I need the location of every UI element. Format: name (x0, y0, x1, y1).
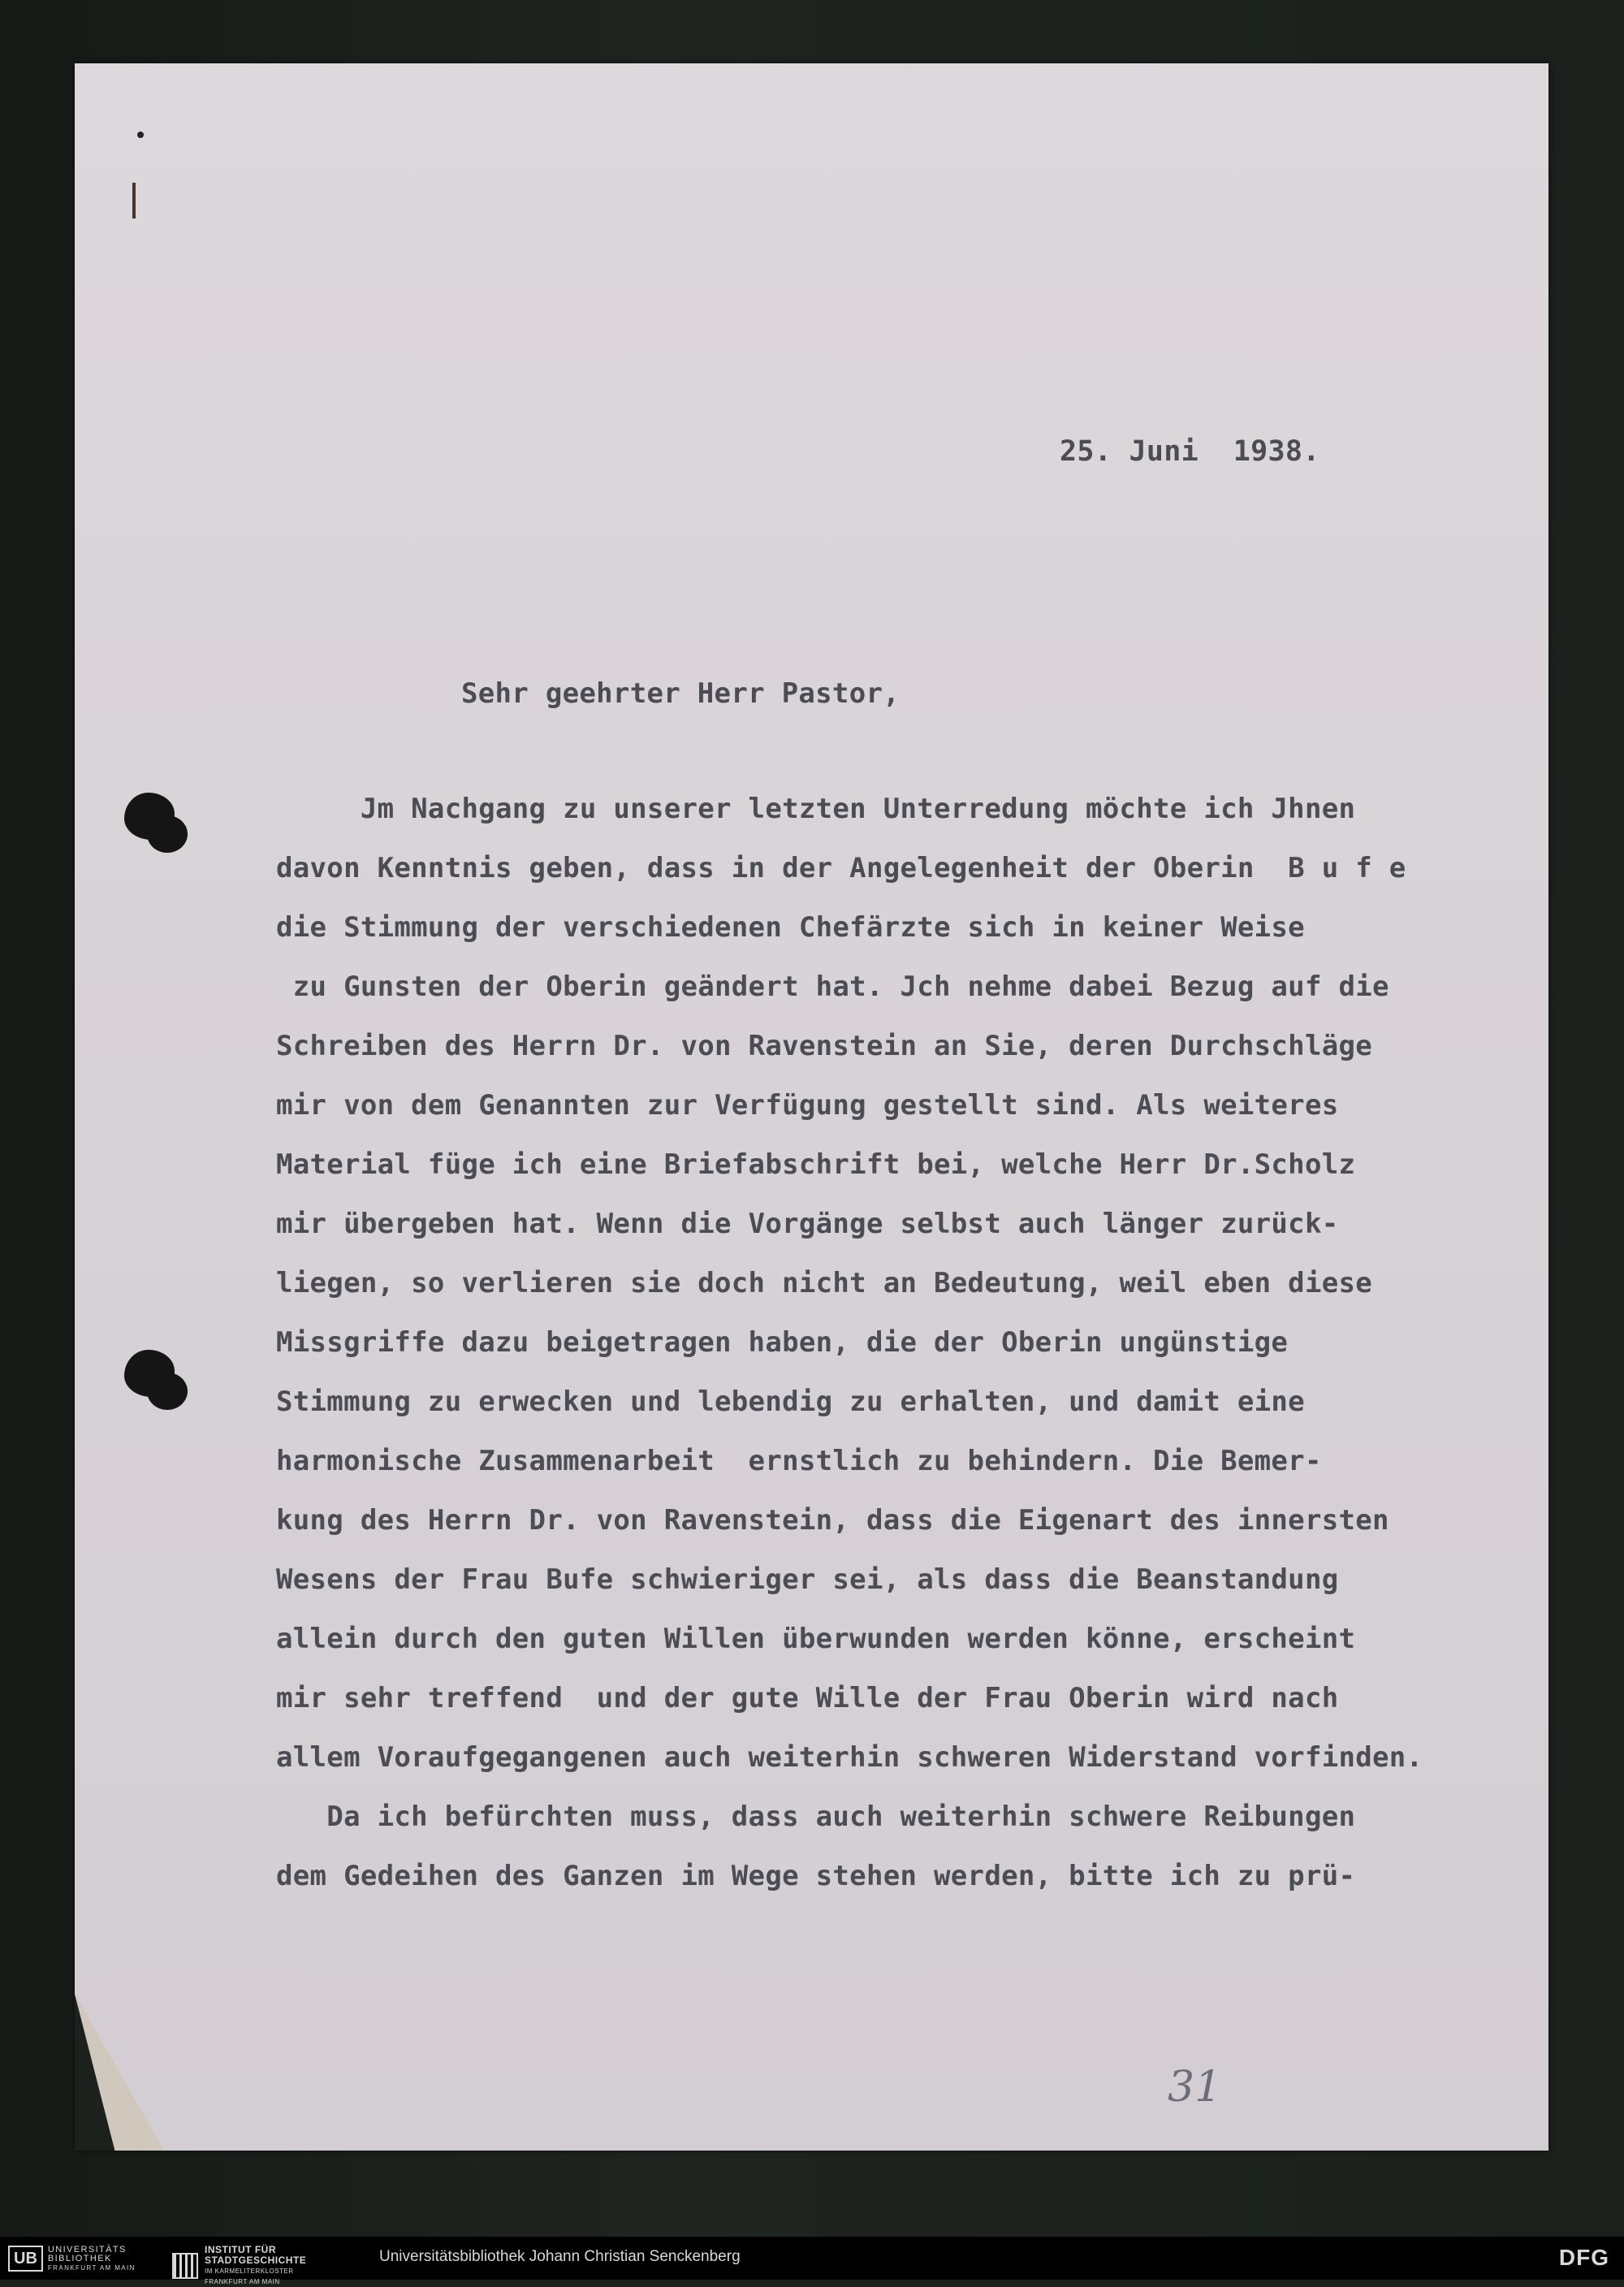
ifs-line: INSTITUT FÜR (205, 2244, 276, 2255)
body-line: Wesens der Frau Bufe schwieriger sei, als dass die Beanstandung (276, 1563, 1339, 1596)
body-line: Jm Nachgang zu unserer letzten Unterredung möchte ich Jhnen (276, 793, 1356, 825)
ifs-text (205, 2245, 306, 2287)
letter-date: 25. Juni 1938. (1060, 435, 1320, 468)
ub-logo[interactable] (8, 2246, 136, 2272)
body-line: Missgriffe dazu beigetragen haben, die der Oberin ungünstige (276, 1326, 1289, 1359)
body-line: mir von dem Genannten zur Verfügung gestellt sind. Als weiteres (276, 1089, 1339, 1122)
letter-salutation: Sehr geehrter Herr Pastor, (461, 677, 901, 710)
ub-line: UNIVERSITÄTS (47, 2244, 127, 2255)
body-line: harmonische Zusammenarbeit ernstlich zu behindern. Die Bemer- (276, 1445, 1322, 1477)
ub-line: FRANKFURT AM MAIN (47, 2263, 136, 2272)
body-line: dem Gedeihen des Ganzen im Wege stehen werden, bitte ich zu prü- (276, 1860, 1356, 1892)
body-line: kung des Herrn Dr. von Ravenstein, dass die Eigenart des innersten (276, 1504, 1389, 1537)
ub-line: BIBLIOTHEK (47, 2253, 112, 2263)
dfg-logo[interactable]: DFG (1558, 2245, 1609, 2270)
body-line: mir übergeben hat. Wenn die Vorgänge selbst auch länger zurück- (276, 1208, 1339, 1240)
library-name[interactable]: Universitätsbibliothek Johann Christian Senckenberg (379, 2248, 741, 2265)
body-line: allem Voraufgegangenen auch weiterhin schweren Widerstand vorfinden. (276, 1741, 1423, 1774)
footer-bar (0, 2237, 1624, 2285)
ifs-line: STADTGESCHICHTE (205, 2255, 307, 2266)
body-line: davon Kenntnis geben, dass in der Angelegenheit der Oberin B u f e (276, 852, 1406, 884)
body-line: Schreiben des Herrn Dr. von Ravenstein an Sie, deren Durchschläge (276, 1030, 1373, 1062)
ifs-logo[interactable] (172, 2245, 306, 2287)
body-line: Material füge ich eine Briefabschrift bei, welche Herr Dr.Scholz (276, 1148, 1356, 1181)
body-line: Da ich befürchten muss, dass auch weiterhin schwere Reibungen (276, 1801, 1356, 1833)
body-line: mir sehr treffend und der gute Wille der Frau Oberin wird nach (276, 1682, 1339, 1714)
columns-icon (172, 2253, 198, 2279)
body-line: Stimmung zu erwecken und lebendig zu erhalten, und damit eine (276, 1386, 1305, 1418)
punch-hole-icon (124, 1350, 175, 1397)
body-line: zu Gunsten der Oberin geändert hat. Jch nehme dabei Bezug auf die (276, 971, 1389, 1003)
body-line: die Stimmung der verschiedenen Chefärzte sich in keiner Weise (276, 911, 1305, 944)
ifs-line: FRANKFURT AM MAIN (205, 2278, 280, 2285)
body-line: allein durch den guten Willen überwunden werden könne, erscheint (276, 1623, 1356, 1655)
ub-text (48, 2246, 136, 2272)
ub-mark: UB (8, 2246, 43, 2272)
pencil-tick-mark (132, 183, 136, 218)
ink-dot-mark (137, 132, 144, 138)
ifs-line: IM KARMELITERKLOSTER (205, 2268, 294, 2275)
handwritten-page-number: 31 (1168, 2063, 1222, 2112)
body-line: liegen, so verlieren sie doch nicht an Bedeutung, weil eben diese (276, 1267, 1373, 1299)
punch-hole-icon (124, 793, 175, 840)
